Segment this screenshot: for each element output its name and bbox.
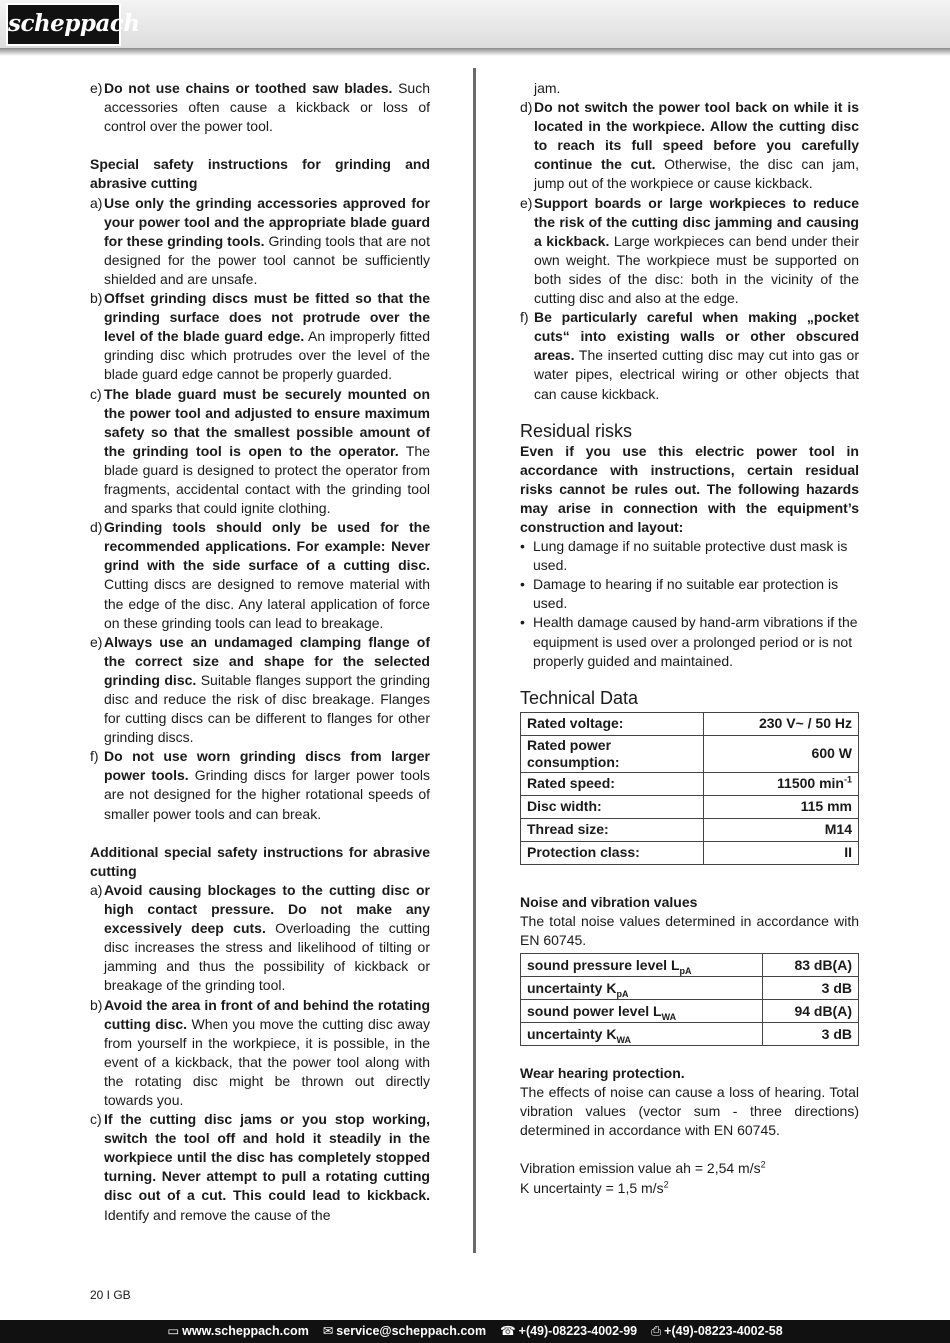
list-item: • Damage to hearing if no suitable ear protection is used.: [520, 576, 839, 612]
noise-title: Noise and vibration values: [520, 893, 698, 910]
table-row: uncertainty $K_{WA}$ 3 dB: [521, 1023, 859, 1046]
instruction-item: b) Avoid the area in front of and behind the rotating cutting disc. When you move the cutting disc away from yourself in the workpiece, it is possible, in the event of a kickback, that the power tool along with the rotating disc might be thrown out directly towards you.: [90, 996, 430, 1108]
instruction-item: e) Do not use chains or toothed saw blades. Such accessories often cause a kickback or loss of control over the power tool.: [90, 80, 430, 135]
computer-icon: ▭: [167, 1324, 180, 1338]
page-footer: [0, 1320, 950, 1343]
right-column: [520, 79, 859, 1198]
fax-icon: ⎙: [651, 1324, 662, 1338]
table-row: uncertainty $K_{pA}$ 3 dB: [521, 977, 859, 1000]
wear-protection-text: The effects of noise can cause a loss of hearing. Total vibration values (vector sum - three directions) determined in accordance with EN 60745.: [520, 1084, 859, 1139]
vibration-uncertainty: K uncertainty = 1,5 $m/s^2$: [520, 1178, 669, 1196]
list-item: • Lung damage if no suitable protective dust mask is used.: [520, 538, 848, 574]
phone-icon: ☎: [500, 1324, 516, 1338]
instruction-item: f) Do not use worn grinding discs from larger power tools. Grinding discs for larger power tools are not designed for the higher rotational speeds of smaller power tools and can break.: [90, 748, 430, 822]
brand-logo: scheppach: [6, 3, 121, 46]
header-shadow: [0, 48, 950, 56]
residual-risks-title: Residual risks: [520, 420, 633, 441]
continued-text: jam.: [534, 80, 561, 96]
table-row: Disc width: 115 mm: [521, 795, 859, 818]
table-row: Rated power consumption: 600 W: [521, 735, 859, 772]
table-row: Rated voltage: 230 V~ / 50 Hz: [521, 712, 859, 735]
email-link[interactable]: service@scheppach.com: [336, 1324, 487, 1338]
list-item: • Health damage caused by hand-arm vibrations if the equipment is used over a prolonged period or is not properly guided and maintained.: [520, 614, 858, 669]
technical-data-table: [520, 712, 859, 865]
instruction-item: a) Avoid causing blockages to the cutting disc or high contact pressure. Do not make any excessively deep cuts. Overloading the cutting disc increases the stress and likelihood of tilting or jamming and thus the possibility of kickback or breakage of the grinding tool.: [90, 881, 430, 994]
instruction-item: e) Always use an undamaged clamping flange of the correct size and shape for the selected grinding disc. Suitable flanges support the grinding disc and reduce the risk of disc breakage. Flanges for cutting discs can be different to flanges for other grinding discs.: [90, 633, 430, 746]
technical-data-title: Technical Data: [520, 687, 639, 708]
instruction-item: d) Do not switch the power tool back on while it is located in the workpiece. Allow the cutting disc to reach its full speed before you carefully continue the cut. Otherwise, the disc can jam, jump out of the workpiece or cause kickback.: [520, 99, 859, 192]
table-row: Thread size: M14: [521, 818, 859, 841]
website-link[interactable]: www.scheppach.com: [182, 1324, 309, 1338]
instruction-item: d) Grinding tools should only be used for the recommended applications. For example: Never grind with the side surface of a cutting disc. Cutting discs are designed to remove material with the edge of the disc. Any lateral application of force on these grinding tools can lead to breakage.: [90, 519, 430, 631]
phone-number: +(49)-08223-4002-99: [518, 1324, 638, 1338]
residual-intro: Even if you use this electric power tool in accordance with instructions, certain residual risks cannot be rules out. The following hazards may arise in connection with the equipment’s construction and layout:: [520, 442, 859, 535]
page-header: [0, 0, 950, 48]
table-row: sound power level $L_{WA}$ 94 dB(A): [521, 1000, 859, 1023]
instruction-item: a) Use only the grinding accessories approved for your power tool and the appropriate blade guard for these grinding tools. Grinding tools that are not designed for the power tool cannot be sufficiently shielded and are unsafe.: [90, 194, 430, 287]
instruction-item: e) Support boards or large workpieces to reduce the risk of the cutting disc jamming and causing a kickback. Large workpieces can bend under their own weight. The workpiece must be supported on both sides of the disc: both in the vicinity of the cutting disc and also at the edge.: [520, 194, 859, 307]
column-divider: [473, 68, 476, 1253]
wear-protection-title: Wear hearing protection.: [520, 1065, 685, 1081]
envelope-icon: ✉: [322, 1324, 334, 1338]
section-heading: Additional special safety instructions for abrasive cutting: [90, 843, 430, 879]
instruction-item: f) Be particularly careful when making „pocket cuts“ into existing walls or other obscured areas. The inserted cutting disc may cut into gas or water pipes, electrical wiring or other objects that can cause kickback.: [520, 309, 859, 402]
vibration-emission: Vibration emission value ah = 2,54 $m/s^2$: [520, 1159, 766, 1177]
instruction-item: c) If the cutting disc jams or you stop working, switch the tool off and hold it steadily in the workpiece until the disc has completely stopped turning. Never attempt to pull a rotating cutting disc out of a cut. This could lead to kickback. Identify and remove the cause of the: [90, 1111, 430, 1223]
table-row: Protection class: II: [521, 841, 859, 864]
instruction-item: c) The blade guard must be securely mounted on the power tool and adjusted to ensure maximum safety so that the smallest possible amount of the grinding tool is open to the operator. The blade guard is designed to protect the operator from fragments, accidental contact with the grinding tool and sparks that could ignite clothing.: [90, 385, 430, 517]
fax-number: +(49)-08223-4002-58: [664, 1324, 783, 1338]
table-row: Rated speed: 11500 $\min^{-1}$: [521, 772, 859, 795]
left-column: [90, 79, 430, 1225]
page-number: 20 I GB: [90, 1288, 131, 1302]
section-heading: Special safety instructions for grinding and abrasive cutting: [90, 156, 430, 192]
table-row: sound pressure level $L_{pA}$ 83 dB(A): [521, 954, 859, 977]
instruction-item: b) Offset grinding discs must be fitted so that the grinding surface does not protrude over the level of the blade guard edge. An improperly fitted grinding disc which protrudes over the level of the blade guard edge cannot be properly guarded.: [90, 290, 430, 383]
noise-text: The total noise values determined in accordance with EN 60745.: [520, 912, 859, 948]
noise-table: [520, 953, 859, 1046]
